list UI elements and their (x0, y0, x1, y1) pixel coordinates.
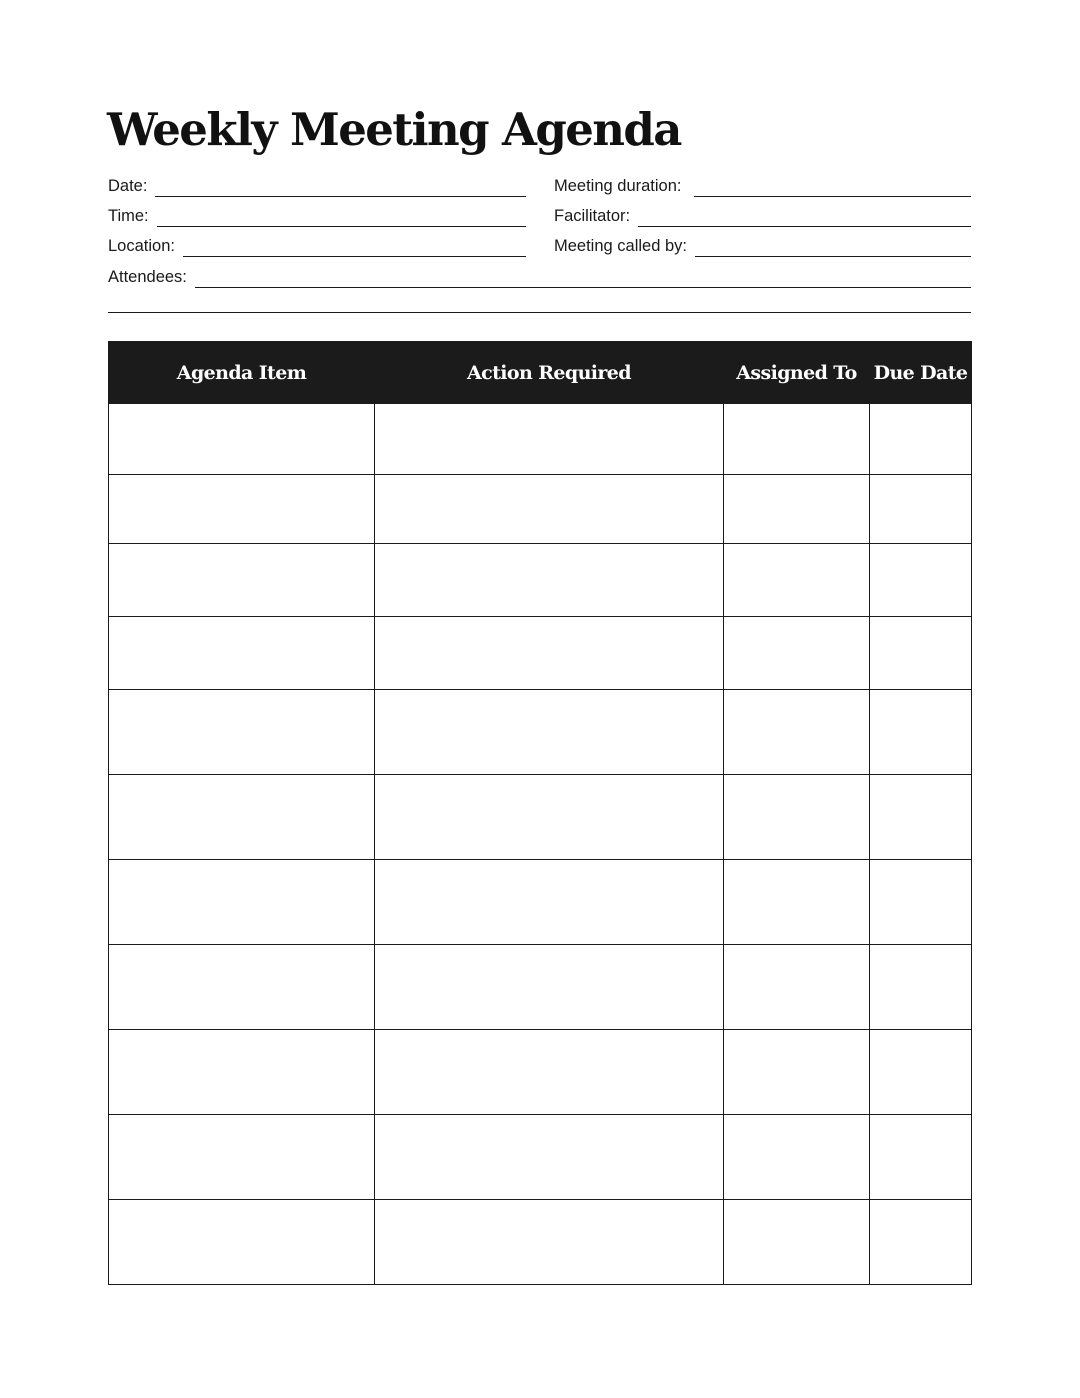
assigned-to-cell[interactable] (724, 1200, 870, 1285)
action-required-cell[interactable] (375, 1030, 724, 1115)
table-row (109, 775, 972, 860)
table-row (109, 617, 972, 690)
action-required-cell[interactable] (375, 1115, 724, 1200)
agenda-table (108, 341, 972, 1285)
agenda-item-cell[interactable] (109, 775, 375, 860)
agenda-item-cell[interactable] (109, 544, 375, 617)
assigned-to-cell[interactable] (724, 404, 870, 475)
agenda-item-cell[interactable] (109, 617, 375, 690)
due-date-cell[interactable] (870, 1200, 972, 1285)
attendees-line[interactable] (195, 287, 971, 288)
date-field[interactable] (108, 175, 526, 197)
table-row (109, 1030, 972, 1115)
assigned-to-cell[interactable] (724, 617, 870, 690)
assigned-to-cell[interactable] (724, 475, 870, 544)
meeting-duration-field[interactable] (554, 175, 971, 197)
table-row (109, 544, 972, 617)
location-label: Location: (108, 237, 175, 255)
location-field[interactable] (108, 235, 526, 257)
attendees-label: Attendees: (108, 268, 187, 286)
assigned-to-cell[interactable] (724, 544, 870, 617)
due-date-cell[interactable] (870, 1115, 972, 1200)
agenda-item-cell[interactable] (109, 1115, 375, 1200)
table-row (109, 475, 972, 544)
header-agenda-item: Agenda Item (109, 342, 375, 404)
agenda-item-cell[interactable] (109, 1030, 375, 1115)
facilitator-line[interactable] (638, 226, 971, 227)
page-title: Weekly Meeting Agenda (107, 103, 681, 156)
action-required-cell[interactable] (375, 475, 724, 544)
action-required-cell[interactable] (375, 775, 724, 860)
header-assigned-to: Assigned To (724, 342, 870, 404)
header-action-required: Action Required (375, 342, 724, 404)
table-row (109, 860, 972, 945)
meeting-called-by-line[interactable] (695, 256, 971, 257)
table-row (109, 1115, 972, 1200)
action-required-cell[interactable] (375, 690, 724, 775)
facilitator-label: Facilitator: (554, 207, 631, 225)
due-date-cell[interactable] (870, 860, 972, 945)
facilitator-field[interactable] (554, 205, 971, 227)
date-label: Date: (108, 177, 148, 195)
attendees-field[interactable] (108, 266, 971, 288)
meeting-called-by-field[interactable] (554, 235, 971, 257)
assigned-to-cell[interactable] (724, 1115, 870, 1200)
action-required-cell[interactable] (375, 617, 724, 690)
meeting-duration-line[interactable] (694, 196, 972, 197)
due-date-cell[interactable] (870, 404, 972, 475)
agenda-item-cell[interactable] (109, 1200, 375, 1285)
due-date-cell[interactable] (870, 617, 972, 690)
agenda-item-cell[interactable] (109, 690, 375, 775)
agenda-item-cell[interactable] (109, 404, 375, 475)
due-date-cell[interactable] (870, 775, 972, 860)
due-date-cell[interactable] (870, 475, 972, 544)
due-date-cell[interactable] (870, 945, 972, 1030)
time-label: Time: (108, 207, 149, 225)
assigned-to-cell[interactable] (724, 1030, 870, 1115)
meeting-called-by-label: Meeting called by: (554, 237, 687, 255)
due-date-cell[interactable] (870, 544, 972, 617)
attendees-extra-line[interactable] (108, 312, 971, 313)
table-row (109, 404, 972, 475)
due-date-cell[interactable] (870, 690, 972, 775)
assigned-to-cell[interactable] (724, 775, 870, 860)
table-row (109, 690, 972, 775)
table-header-row (109, 342, 972, 404)
action-required-cell[interactable] (375, 945, 724, 1030)
date-line[interactable] (155, 196, 526, 197)
time-field[interactable] (108, 205, 526, 227)
action-required-cell[interactable] (375, 860, 724, 945)
table-row (109, 945, 972, 1030)
time-line[interactable] (157, 226, 526, 227)
assigned-to-cell[interactable] (724, 945, 870, 1030)
agenda-item-cell[interactable] (109, 945, 375, 1030)
assigned-to-cell[interactable] (724, 690, 870, 775)
action-required-cell[interactable] (375, 404, 724, 475)
agenda-item-cell[interactable] (109, 860, 375, 945)
location-line[interactable] (183, 256, 526, 257)
due-date-cell[interactable] (870, 1030, 972, 1115)
table-row (109, 1200, 972, 1285)
meeting-duration-label: Meeting duration: (554, 177, 682, 195)
header-due-date: Due Date (870, 342, 972, 404)
action-required-cell[interactable] (375, 544, 724, 617)
agenda-item-cell[interactable] (109, 475, 375, 544)
action-required-cell[interactable] (375, 1200, 724, 1285)
assigned-to-cell[interactable] (724, 860, 870, 945)
